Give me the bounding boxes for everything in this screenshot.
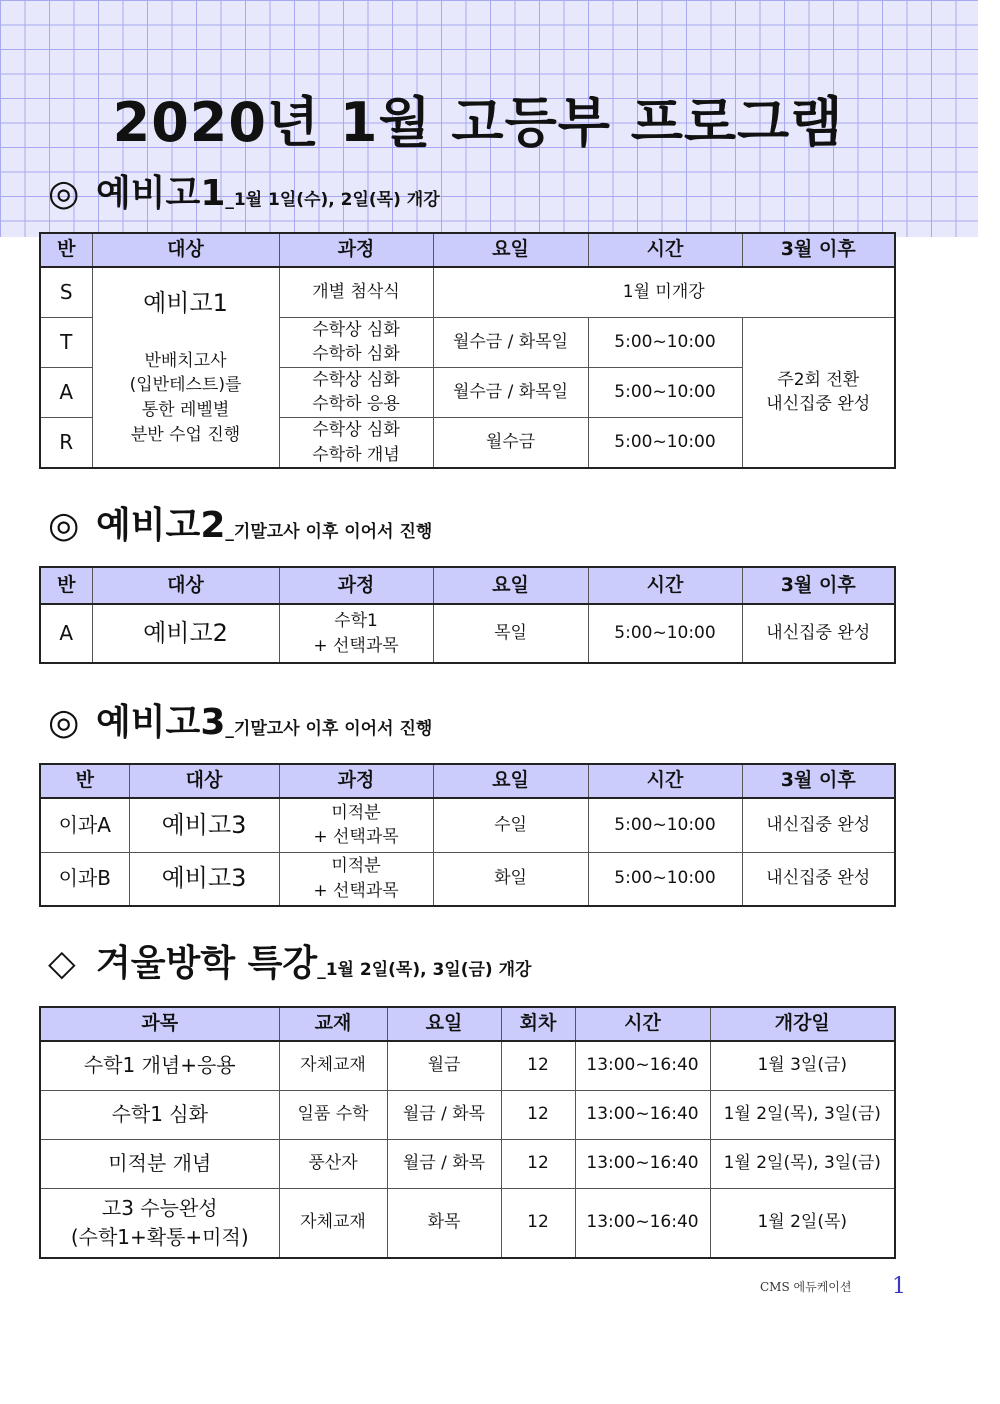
course-cell [279,852,433,906]
time-cell: 13:00~16:40 [575,1090,710,1139]
after-march-line: 내신집중 완성 [766,394,871,415]
time-cell: 5:00~10:00 [588,604,742,663]
double-circle-icon: ◎ [48,505,80,546]
course-line: + 선택과목 [313,827,399,848]
target-main: 예비고1 [143,289,228,317]
subject-cell: 수학1 심화 [40,1090,279,1139]
sessions-cell: 12 [501,1188,575,1258]
days-cell: 월금 / 화목 [387,1139,501,1188]
course-line: + 선택과목 [313,635,399,656]
subject-line: (수학1+확통+미적) [70,1224,249,1249]
double-circle-icon: ◎ [48,173,80,214]
table-row [40,1041,895,1090]
class-cell: 이과A [40,798,129,852]
target-desc-line: 분반 수업 진행 [130,424,241,445]
course-line: 미적분 [331,802,381,823]
table-row [40,1090,895,1139]
header-cell: 교재 [279,1007,387,1041]
header-cell: 회차 [501,1007,575,1041]
table-header-row [40,1007,895,1041]
days-cell: 월수금 [433,418,588,469]
section-heading-pre-high2 [48,497,432,548]
header-cell: 대상 [129,764,279,798]
time-cell: 5:00~10:00 [588,798,742,852]
header-cell: 요일 [433,764,588,798]
section-subtitle: _기말고사 이후 이어서 진행 [225,522,433,542]
time-cell: 5:00~10:00 [588,852,742,906]
section-title: 예비고3 [96,702,226,743]
days-cell: 목일 [433,604,588,663]
book-cell: 일품 수학 [279,1090,387,1139]
header-cell: 대상 [92,567,279,604]
after-march-cell: 내신집중 완성 [742,852,895,906]
start-date-cell: 1월 2일(목), 3일(금) [710,1139,895,1188]
table-row [40,798,895,852]
start-date-cell: 1월 2일(목), 3일(금) [710,1090,895,1139]
class-cell: A [40,604,92,663]
course-line: 수학상 심화 [312,420,400,441]
target-cell: 예비고3 [129,798,279,852]
section-subtitle: _1월 2일(목), 3일(금) 개강 [317,960,532,980]
target-desc-line: (입반테스트)를 [129,375,242,396]
days-cell: 화목 [387,1188,501,1258]
course-cell [279,367,433,417]
course-line: 수학상 심화 [312,319,400,340]
after-march-cell [742,317,895,468]
time-cell: 5:00~10:00 [588,367,742,417]
section-title: 예비고1 [96,173,226,214]
after-march-cell: 내신집중 완성 [742,604,895,663]
header-cell: 3월 이후 [742,567,895,604]
header-cell: 요일 [387,1007,501,1041]
sessions-cell: 12 [501,1041,575,1090]
subject-cell [40,1188,279,1258]
target-cell: 예비고2 [92,604,279,663]
header-cell: 반 [40,567,92,604]
after-march-cell: 내신집중 완성 [742,798,895,852]
subject-cell: 수학1 개념+응용 [40,1041,279,1090]
after-march-line: 주2회 전환 [777,369,860,390]
table-row [40,604,895,663]
section-title: 예비고2 [96,505,226,546]
header-cell: 반 [40,233,92,267]
page-number: 1 [892,1274,906,1299]
table-row [40,852,895,906]
table-row [40,1188,895,1258]
days-cell: 수일 [433,798,588,852]
table-header-row [40,233,895,267]
days-cell: 월금 / 화목 [387,1090,501,1139]
days-cell: 월수금 / 화목일 [433,317,588,367]
section-heading-pre-high1 [48,165,440,216]
time-cell: 13:00~16:40 [575,1139,710,1188]
sessions-cell: 12 [501,1090,575,1139]
header-cell: 3월 이후 [742,764,895,798]
table-winter-special [39,1006,896,1259]
course-cell [279,604,433,663]
section-title: 겨울방학 특강 [96,943,318,984]
class-cell: T [40,317,92,367]
course-cell: 개별 첨삭식 [279,267,433,317]
class-cell: R [40,418,92,469]
course-cell [279,418,433,469]
target-cell: 예비고3 [129,852,279,906]
days-cell: 월금 [387,1041,501,1090]
header-cell: 대상 [92,233,279,267]
course-line: 수학하 개념 [312,444,400,465]
days-cell: 월수금 / 화목일 [433,367,588,417]
table-row [40,1139,895,1188]
time-cell: 13:00~16:40 [575,1041,710,1090]
table-row [40,267,895,317]
book-cell: 자체교재 [279,1188,387,1258]
time-cell: 5:00~10:00 [588,317,742,367]
section-heading-pre-high3 [48,694,432,745]
subject-cell: 미적분 개념 [40,1139,279,1188]
target-desc-line: 반배치고사 [144,350,227,371]
header-cell: 과정 [279,233,433,267]
days-cell: 화일 [433,852,588,906]
table-pre-high1 [39,232,896,469]
footer-organization: CMS 에듀케이션 [760,1280,852,1294]
sessions-cell: 12 [501,1139,575,1188]
target-desc-line: 통한 레벨별 [141,400,230,421]
table-pre-high3 [39,763,896,907]
subject-line: 고3 수능완성 [101,1195,218,1220]
table-header-row [40,567,895,604]
header-cell: 시간 [588,567,742,604]
table-header-row [40,764,895,798]
time-cell: 13:00~16:40 [575,1188,710,1258]
header-cell: 시간 [588,764,742,798]
header-cell: 시간 [588,233,742,267]
header-cell: 요일 [433,233,588,267]
course-line: 수학상 심화 [312,369,400,390]
section-heading-winter-special [48,935,531,986]
time-cell: 5:00~10:00 [588,418,742,469]
header-cell: 과정 [279,567,433,604]
note-cell: 1월 미개강 [433,267,895,317]
header-cell: 개강일 [710,1007,895,1041]
course-line: + 선택과목 [313,880,399,901]
section-subtitle: _1월 1일(수), 2일(목) 개강 [225,190,440,210]
class-cell: S [40,267,92,317]
course-line: 수학1 [334,610,378,631]
header-cell: 과정 [279,764,433,798]
course-line: 수학하 심화 [312,344,400,365]
header-cell: 반 [40,764,129,798]
header-cell: 3월 이후 [742,233,895,267]
start-date-cell: 1월 2일(목) [710,1188,895,1258]
table-pre-high2 [39,566,896,664]
book-cell: 자체교재 [279,1041,387,1090]
double-circle-icon: ◎ [48,702,80,743]
start-date-cell: 1월 3일(금) [710,1041,895,1090]
target-desc [93,349,279,448]
course-cell [279,798,433,852]
class-cell: 이과B [40,852,129,906]
course-line: 미적분 [331,856,381,877]
page-title: 2020년 1월 고등부 프로그램 [112,91,844,154]
header-cell: 시간 [575,1007,710,1041]
section-subtitle: _기말고사 이후 이어서 진행 [225,719,433,739]
book-cell: 풍산자 [279,1139,387,1188]
course-cell [279,317,433,367]
header-cell: 과목 [40,1007,279,1041]
class-cell: A [40,367,92,417]
diamond-icon: ◇ [48,943,76,984]
course-line: 수학하 응용 [312,394,400,415]
header-cell: 요일 [433,567,588,604]
target-cell [92,267,279,468]
